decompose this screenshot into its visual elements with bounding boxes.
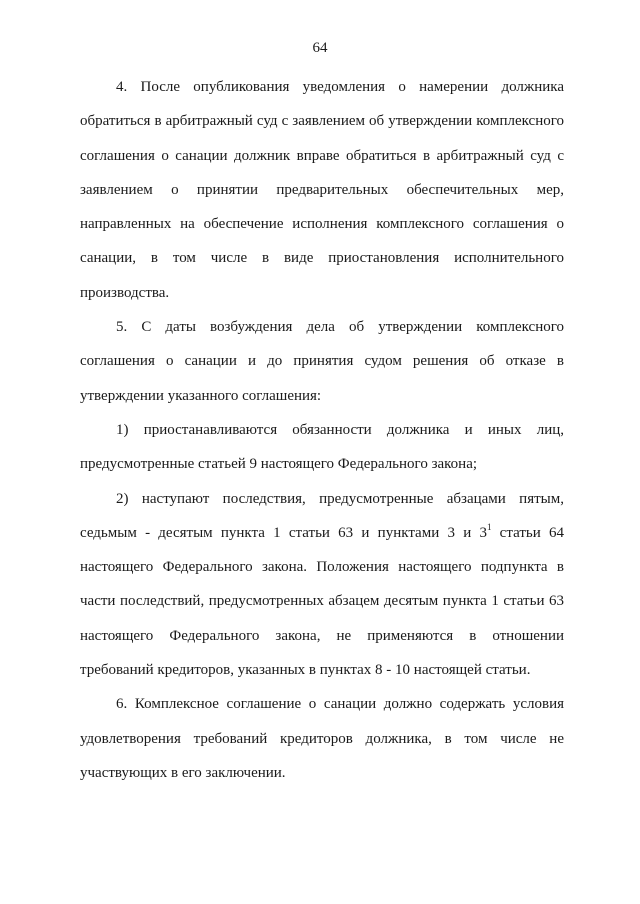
paragraph-5-item-1: 1) приостанавливаются обязанности должника и иных лиц, предусмотренные статьей 9 настоящего Федерального закона; [80,421,564,473]
paragraph-5: 5. С даты возбуждения дела об утверждении комплексного соглашения о санации и до принятия судом решения об отказе в утверждении указанного соглашения: [80,319,564,404]
paragraph-4: 4. После опубликования уведомления о намерении должника обратиться в арбитражный суд с заявлением об утверждении комплексного соглашения о санации должник вправе обратиться в арбитражный суд с заявлением о принятии предварительных обеспечительных мер, направленных на обеспечение исполнения комплексного соглашения о санации, в том числе в виде приостановления исполнительного производства. [80,79,564,301]
paragraph-5-item-2-text-b: статьи 64 настоящего Федерального закона. Положения настоящего подпункта в части последствий, предусмотренных абзацем десятым пункта 1 статьи 63 настоящего Федерального закона, не применяются в отношении требований кредиторов, указанных в пунктах 8 - 10 настоящей статьи. [80,524,565,679]
paragraph-5-item-2 [80,482,564,688]
page-number: 64 [312,40,328,56]
paragraph-5-item-2-text-a: 2) наступают последствия, предусмотренные абзацами пятым, седьмым - десятым пункта 1 статьи 63 и пунктами 3 и 3 [80,490,564,541]
superscript-marker: 1 [486,521,492,532]
document-body [80,70,564,790]
paragraph-6: 6. Комплексное соглашение о санации должно содержать условия удовлетворения требований кредиторов должника, в том числе не участвующих в его заключении. [80,696,564,781]
